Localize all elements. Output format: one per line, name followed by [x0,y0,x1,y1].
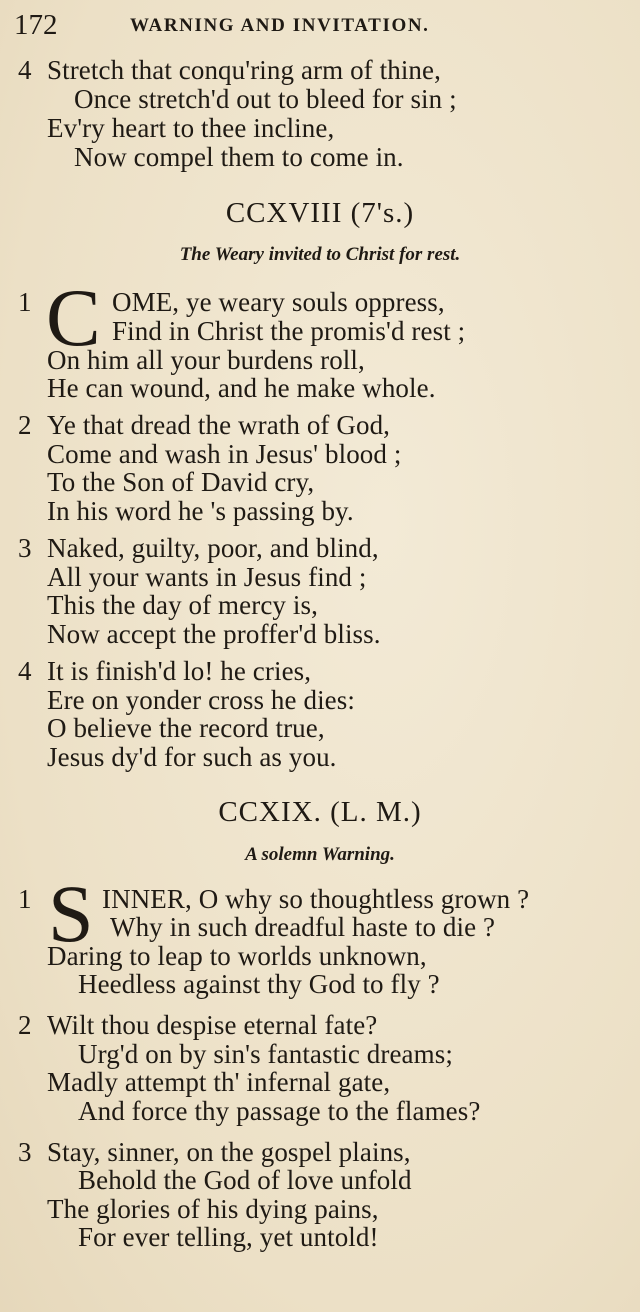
verse-line: In his word he 's passing by. [47,496,354,526]
page-header [14,8,614,42]
verse-line: Why in such dreadful haste to die ? [110,912,496,942]
verse-line: Daring to leap to worlds unknown, [47,941,427,971]
verse-line: Heedless against thy God to fly ? [78,969,440,999]
verse-line: Come and wash in Jesus' blood ; [47,439,402,469]
verse-line: Stay, sinner, on the gospel plains, [47,1137,411,1167]
verse-line: O believe the record true, [47,713,325,743]
stanza-number: 2 [18,410,32,440]
verse-line: Ye that dread the wrath of God, [47,410,391,440]
verse-line: On him all your burdens roll, [47,345,365,375]
drop-cap: C [46,272,101,363]
verse-line: He can wound, and he make whole. [47,373,436,403]
hymn-subtitle: The Weary invited to Christ for rest. [179,244,461,265]
verse-line: Ere on yonder cross he dies: [47,685,355,715]
verse-line: Behold the God of love unfold [78,1165,412,1195]
hymn-title: CCXVIII (7's.) [225,197,415,229]
drop-cap: S [48,868,94,959]
verse-line: And force thy passage to the flames? [78,1096,481,1126]
stanza-number: 3 [18,533,32,563]
stanza-number: 4 [18,55,32,85]
stanza-number: 3 [18,1137,32,1167]
verse-line: OME, ye weary souls oppress, [112,287,445,317]
verse-line: Jesus dy'd for such as you. [47,742,337,772]
verse-line: Now compel them to come in. [74,142,404,172]
verse-line: Ev'ry heart to thee incline, [47,113,335,143]
verse-line: Now accept the proffer'd bliss. [47,619,381,649]
stanza-number: 1 [18,287,32,317]
verse-line: Wilt thou despise eternal fate? [47,1010,378,1040]
running-title: WARNING AND INVITATION. [130,15,430,36]
page-number: 172 [14,9,58,41]
verse-line: To the Son of David cry, [47,467,315,497]
verse-line: Once stretch'd out to bleed for sin ; [74,84,457,114]
verse-line: Urg'd on by sin's fantastic dreams; [78,1039,453,1069]
verse-line: Naked, guilty, poor, and blind, [47,533,379,563]
verse-line: It is finish'd lo! he cries, [47,656,312,686]
hymn-subtitle: A solemn Warning. [245,844,395,865]
verse-line: Stretch that conqu'ring arm of thine, [47,55,441,85]
stanza-number: 4 [18,656,32,686]
hymn-title: CCXIX. (L. M.) [218,796,422,828]
stanza-number: 1 [18,884,32,914]
verse-line: Madly attempt th' infernal gate, [47,1067,391,1097]
verse-line: The glories of his dying pains, [47,1194,379,1224]
verse-line: All your wants in Jesus find ; [47,562,367,592]
verse-line: INNER, O why so thoughtless grown ? [102,884,530,914]
verse-line: Find in Christ the promis'd rest ; [112,316,466,346]
verse-line: This the day of mercy is, [47,590,318,620]
verse-line: For ever telling, yet untold! [78,1222,379,1252]
stanza-number: 2 [18,1010,32,1040]
